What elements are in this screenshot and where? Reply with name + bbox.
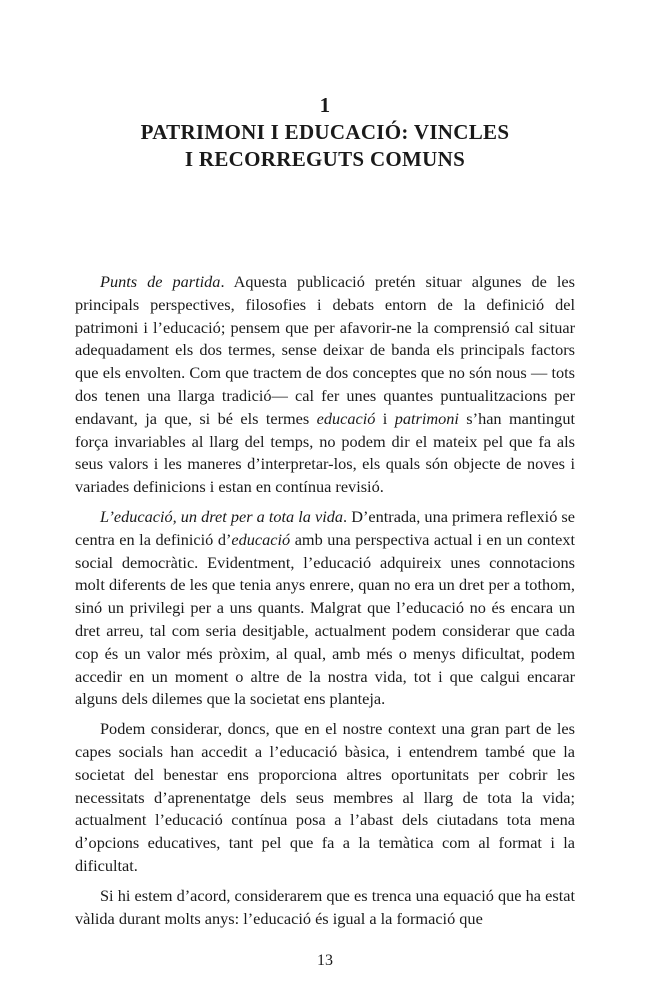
- paragraph-text: i: [375, 408, 395, 428]
- paragraph-text: . Aquesta publicació pretén situar algunes de les principals perspectives, filosofies i debats entorn de la definició del patrimoni i l’educació; pensem que per afavorir-ne la comprensió cal situar adequadament els dos termes, sense deixar de banda els principals factors que els envolten. Com que tractem de dos conceptes que no són nous — tots dos tenen una llarga tradició— cal fer unes quantes puntualitzacions per endavant, ja que, si bé els termes: [75, 272, 575, 428]
- chapter-title-line-1: PATRIMONI I EDUCACIÓ: VINCLES: [140, 120, 510, 144]
- chapter-heading: [0, 92, 650, 173]
- page-number: 13: [317, 952, 333, 969]
- paragraph-podem-considerar: Podem considerar, doncs, que en el nostre context una gran part de les capes socials han accedit a l’educació bàsica, i entendrem també que la societat del benestar ens proporciona altres oportunitats per cobrir les necessitats d’aprenentatge dels seus membres al llarg de tota la vida; actualment l’educació contínua posa a l’abast dels ciutadans tota mena d’opcions educatives, tant pel que fa a la temàtica com al format i la dificultat.: [75, 719, 575, 875]
- body-text: [75, 271, 575, 937]
- section-lead-educacio-dret: L’educació, un dret per a tota la vida: [100, 506, 344, 526]
- paragraph-punts-de-partida: [75, 271, 575, 499]
- paragraph-text: amb una perspectiva actual i en un context social democràtic. Evidentment, l’educació adquireix unes connotacions molt diferents de les que tenia anys enrere, quan no era un dret per a tothom, sinó un privilegi per a uns quants. Malgrat que l’educació no és encara un dret arreu, tal com seria desitjable, actualment podem considerar que cada cop és un valor més pròxim, al qual, amb més o menys dificultat, podem accedir en un moment o altre de la nostra vida, tot i que calgui encarar alguns dels dilemes que la societat ens planteja.: [75, 529, 575, 709]
- term-educacio: educació: [231, 529, 291, 549]
- paragraph-educacio-dret: [75, 506, 575, 711]
- chapter-title-line-2: I RECORREGUTS COMUNS: [184, 147, 466, 171]
- paragraph-text: . D’entrada, una primera reflexió se centra en la definició d’: [75, 506, 575, 549]
- section-lead-punts-de-partida: Punts de partida: [100, 272, 221, 291]
- term-educacio: educació: [316, 408, 376, 428]
- paragraph-text: s’han mantingut força invariables al llarg del temps, no podem dir el mateix pel que fa als seus valors i les maneres d’interpretar-los, els quals són objecte de noves i variades definicions i estan en contínua revisió.: [75, 408, 575, 497]
- term-patrimoni: patrimoni: [394, 408, 459, 428]
- paragraph-si-hi-estem: Si hi estem d’acord, considerarem que es trenca una equació que ha estat vàlida durant molts anys: l’educació és igual a la formació que: [75, 885, 575, 928]
- chapter-number: 1: [319, 93, 331, 117]
